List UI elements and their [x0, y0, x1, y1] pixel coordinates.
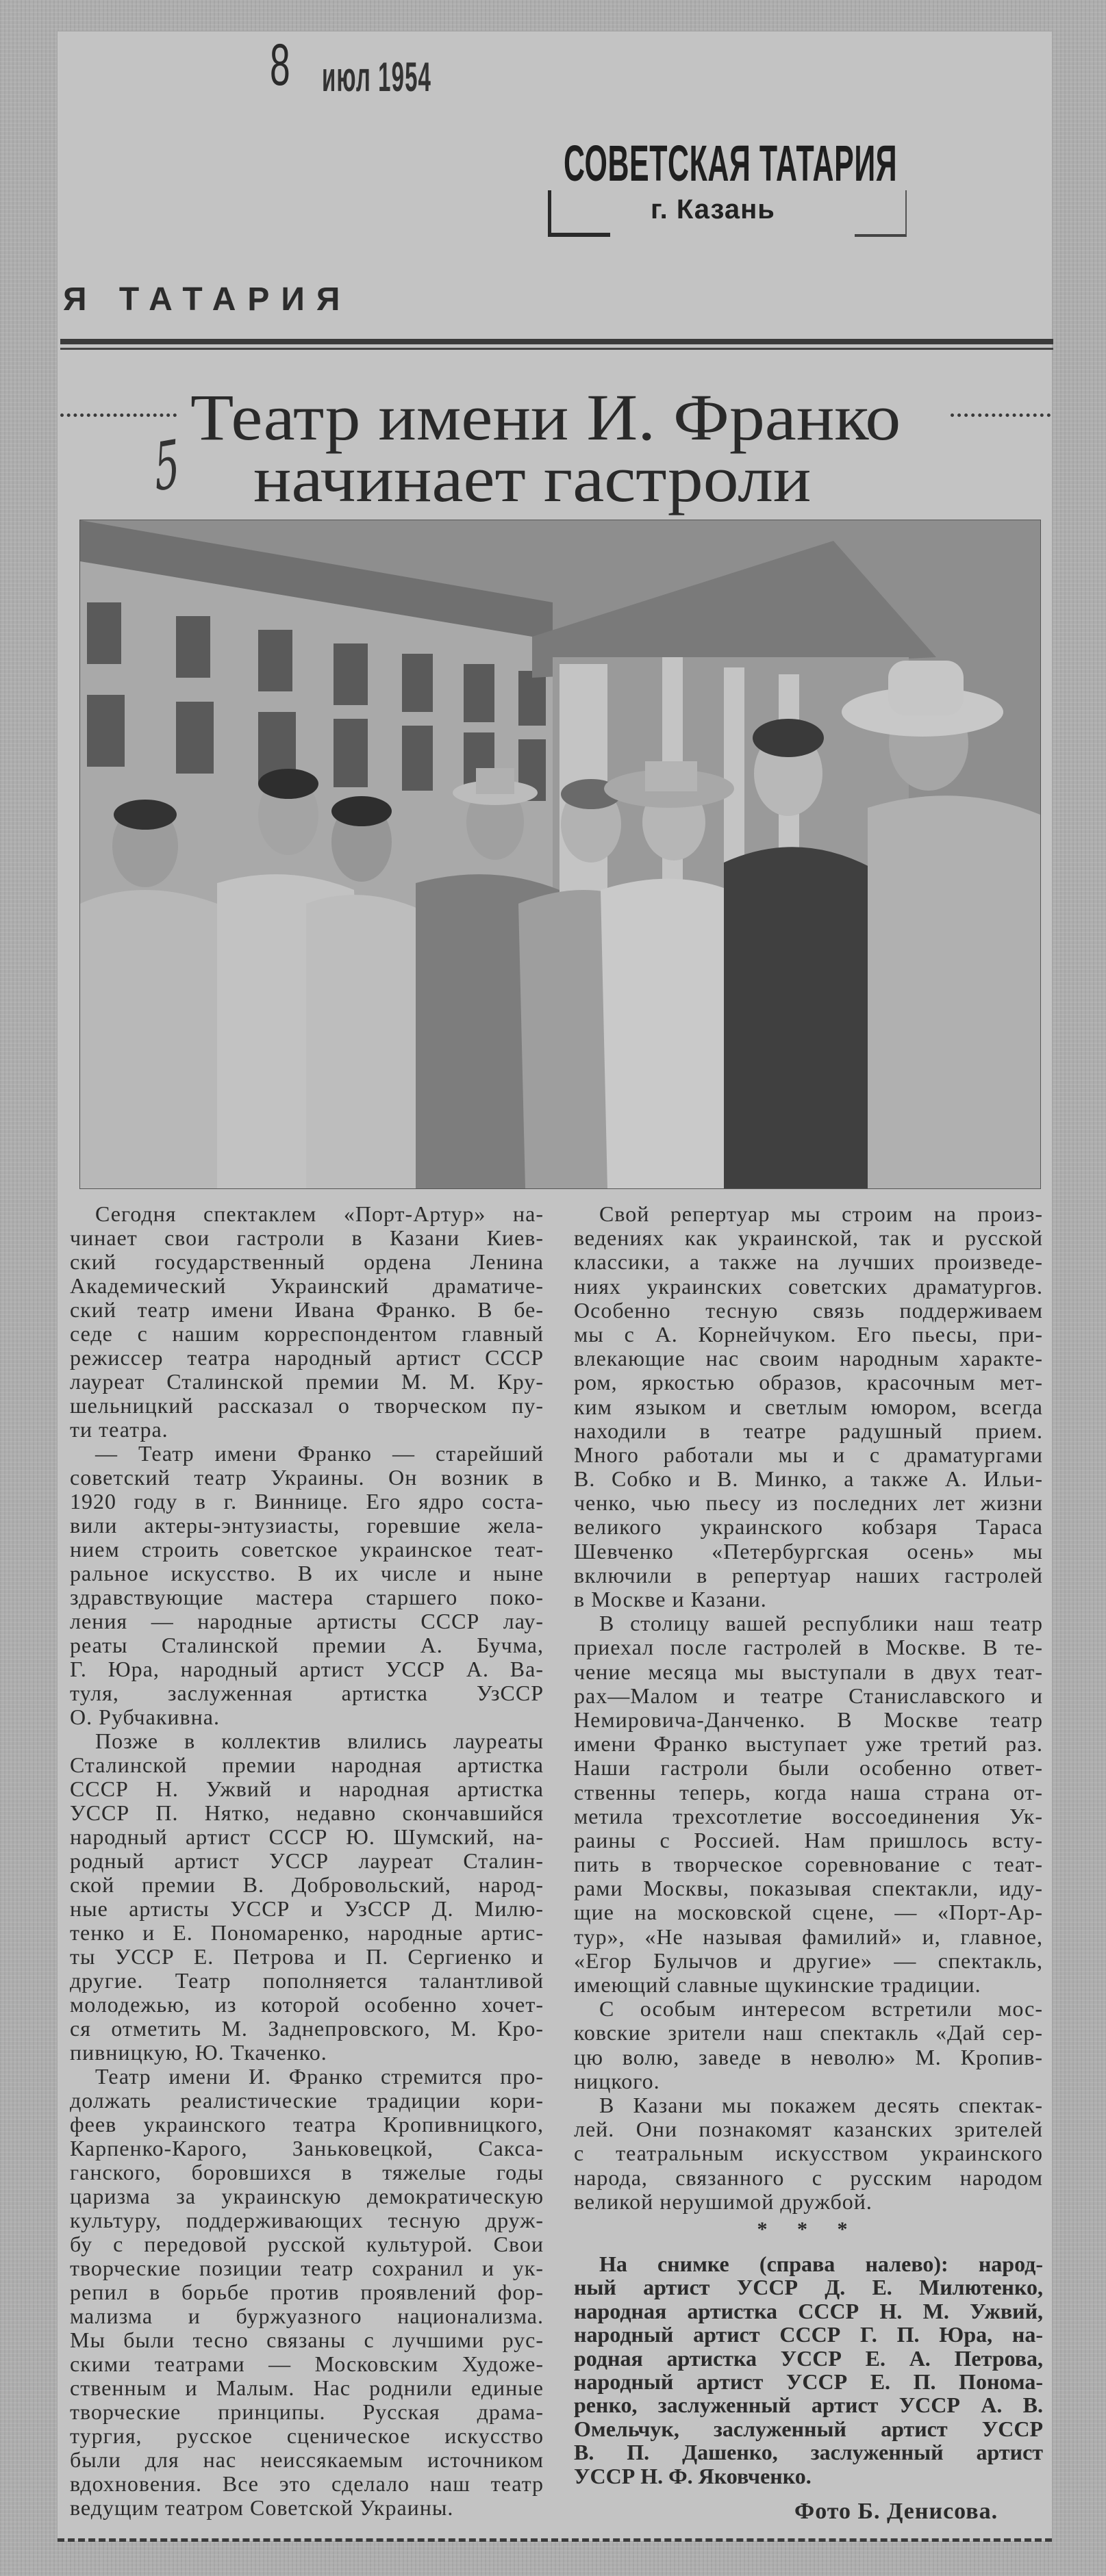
- text-line: Много работали мы и с драматургами: [574, 1442, 1043, 1467]
- date-stamp-month-year: июл 1954: [322, 54, 431, 100]
- text-line: чение месяца мы выступали в двух теат-: [574, 1659, 1043, 1684]
- text-line: шельницкий рассказал о творческом пу-: [70, 1393, 544, 1418]
- text-line: родная артистка УССР Е. А. Петрова,: [574, 2345, 1043, 2371]
- text-line: Свой репертуар мы строим на произ-: [599, 1201, 1043, 1226]
- text-line: народная артистка СССР Н. М. Ужвий,: [574, 2298, 1043, 2323]
- text-line: здравствующие мастера старшего поко-: [70, 1585, 544, 1609]
- text-line: рах—Малом и театре Станиславского и: [574, 1683, 1043, 1708]
- text-line: ченко, чью пьесу из последних лет жизни: [574, 1490, 1043, 1516]
- paragraph: [574, 1202, 1043, 1611]
- paragraph: [70, 1202, 544, 1442]
- text-line: чинает свои гастроли в Казани Киев-: [70, 1225, 544, 1250]
- text-line: ления — народные артисты СССР лау-: [70, 1609, 544, 1633]
- text-line: с театральным искусством украинского: [574, 2141, 1043, 2166]
- text-line: в Москве и Казани.: [574, 1587, 767, 1611]
- text-line: включили в репертуар наших гастролей: [574, 1562, 1043, 1587]
- headline-ornament-left: [60, 413, 177, 417]
- text-line: ты УССР Е. Петрова и П. Сергиенко и: [70, 1944, 544, 1969]
- text-line: народа, связанного с русским народом: [574, 2165, 1043, 2190]
- newspaper-city-stamp: г. Казань: [651, 194, 775, 225]
- text-line: ренко, заслуженный артист УССР А. В.: [574, 2393, 1043, 2418]
- headline-ornament-right: [951, 413, 1051, 417]
- text-line: другие. Театр пополняется талантливой: [70, 1968, 544, 1993]
- text-line: УССР П. Нятко, недавно скончавшийся: [70, 1800, 544, 1825]
- text-line: ский театр имени Ивана Франко. В бе-: [70, 1297, 544, 1322]
- text-line: ся отметить М. Заднепровского, М. Кро-: [70, 2016, 544, 2041]
- paragraph: [70, 1729, 544, 2065]
- text-line: классики, а также на лучших произведе-: [574, 1249, 1043, 1275]
- paragraph: [574, 1997, 1043, 2093]
- text-line: приехал после гастролей в Москве. В те-: [574, 1635, 1043, 1660]
- text-line: народный артист УССР Е. П. Понома-: [574, 2369, 1043, 2394]
- masthead-rule-thin: [60, 348, 1053, 350]
- text-line: 1920 году в г. Виннице. Его ядро соста-: [70, 1489, 544, 1514]
- text-line: были для нас неиссякаемым источником: [70, 2447, 544, 2472]
- text-line: «Егор Булычов и другие» — спектакль,: [574, 1948, 1043, 1973]
- text-line: УССР Н. Ф. Яковченко.: [574, 2463, 812, 2488]
- text-line: ти театра.: [70, 1417, 168, 1442]
- text-line: нием строить советское украинское теат-: [70, 1537, 544, 1561]
- text-line: СССР Н. Ужвий и народная артистка: [70, 1776, 544, 1801]
- text-line: царизма за украинскую демократическую: [70, 2184, 544, 2208]
- text-line: реаты Сталинской премии А. Бучма,: [70, 1633, 544, 1657]
- text-line: имеющий славные щукинские традиции.: [574, 1972, 981, 1997]
- text-line: Немировича-Данченко. В Москве театр: [574, 1707, 1043, 1732]
- text-line: На снимке (справа налево): народ-: [599, 2252, 1043, 2276]
- text-line: скими театрами — Московским Художе-: [70, 2351, 544, 2376]
- text-line: тенко и Е. Пономаренко, народные артис-: [70, 1920, 544, 1945]
- headline-line-1: Театр имени И. Франко: [190, 381, 901, 454]
- text-line: ведущим театром Советской Украины.: [70, 2495, 454, 2520]
- text-line: ведениях как украинской, так и русской: [574, 1225, 1043, 1251]
- text-line: ницкого.: [574, 2068, 660, 2093]
- text-line: В. П. Дашенко, заслуженный артист: [574, 2440, 1043, 2465]
- text-line: ром, яркостью образов, красочным мет-: [574, 1370, 1043, 1395]
- photo-caption: [574, 2252, 1043, 2488]
- text-line: В Казани мы покажем десять спектак-: [599, 2092, 1043, 2117]
- text-line: ким языком и светлым юмором, всегда: [574, 1394, 1043, 1419]
- text-line: рами Москвы, показывая спектакли, иду-: [574, 1876, 1043, 1901]
- text-line: пить в творческое соревнование с теат-: [574, 1852, 1043, 1877]
- text-line: ганского, боровшихся в тяжелые годы: [70, 2160, 544, 2184]
- text-line: культуру, поддерживающих тесную друж-: [70, 2208, 544, 2232]
- text-line: мы с А. Корнейчуком. Его пьесы, при-: [574, 1321, 1043, 1347]
- text-line: седе с нашим корреспондентом главный: [70, 1321, 544, 1346]
- text-line: Театр имени И. Франко стремится про-: [95, 2064, 544, 2089]
- text-line: народный артист СССР Ю. Шумский, на-: [70, 1824, 544, 1849]
- text-line: Омельчук, заслуженный артист УССР: [574, 2416, 1043, 2441]
- photo-credit: Фото Б. Денисова.: [794, 2499, 998, 2524]
- text-line: пивницкую, Ю. Ткаченко.: [70, 2040, 327, 2065]
- text-line: репил в борьбе против проявлений фор-: [70, 2280, 544, 2304]
- text-line: Мы были тесно связаны с лучшими рус-: [70, 2328, 544, 2352]
- text-line: феев украинского театра Кропивницкого,: [70, 2112, 544, 2137]
- paragraph: [574, 1611, 1043, 1997]
- handwritten-number: 5: [152, 425, 182, 507]
- text-line: ные артисты УССР и УзССР Д. Милю-: [70, 1896, 544, 1921]
- text-line: родный артист УССР лауреат Сталин-: [70, 1848, 544, 1873]
- text-line: вили актеры-энтузиасты, горевшие жела-: [70, 1513, 544, 1538]
- text-line: О. Рубчакивна.: [70, 1705, 220, 1729]
- text-line: бу с передовой русской культурой. Свои: [70, 2232, 544, 2256]
- text-line: народный артист СССР Г. П. Юра, на-: [574, 2322, 1043, 2347]
- paragraph: [70, 1442, 544, 1729]
- text-line: великого украинского кобзаря Тараса: [574, 1514, 1043, 1540]
- paragraph: [70, 2065, 544, 2520]
- text-line: В. Собко и В. Минко, а также А. Ильи-: [574, 1466, 1043, 1492]
- text-line: В столицу вашей республики наш театр: [599, 1611, 1043, 1636]
- text-line: ниях украинских советских драматургов.: [574, 1273, 1043, 1299]
- text-line: режиссер театра народный артист СССР: [70, 1345, 544, 1370]
- masthead-rule: [60, 339, 1053, 344]
- headline-line-2: начинает гастроли: [253, 442, 812, 515]
- text-line: цю волю, заведе в неволю» М. Кропив-: [574, 2044, 1043, 2069]
- clipping-bottom-edge: [58, 2538, 1052, 2542]
- text-line: находили в театре радушный прием.: [574, 1418, 1043, 1443]
- text-line: Особенно тесную связь поддерживаем: [574, 1297, 1043, 1323]
- article-left-column: [70, 1202, 544, 2520]
- text-line: щие на московской сцене, — «Порт-Ар-: [574, 1900, 1043, 1925]
- text-line: Сегодня спектаклем «Порт-Артур» на-: [95, 1201, 544, 1226]
- text-line: ской премии В. Добровольский, народ-: [70, 1872, 544, 1897]
- text-line: ральное искусство. В их числе и ныне: [70, 1561, 544, 1585]
- paragraph: [574, 2252, 1043, 2488]
- text-line: советский театр Украины. Он возник в: [70, 1465, 544, 1490]
- stamp-frame-right: [855, 190, 907, 237]
- text-line: Шевченко «Петербургская осень» мы: [574, 1538, 1043, 1564]
- text-line: молодежью, из которой особенно хочет-: [70, 1992, 544, 2017]
- text-line: туля, заслуженная артистка УзССР: [70, 1681, 544, 1705]
- text-line: С особым интересом встретили мос-: [599, 1996, 1043, 2022]
- text-line: влекающие нас своим народным характе-: [574, 1346, 1043, 1371]
- text-line: должать реалистические традиции кори-: [70, 2088, 544, 2113]
- text-line: великой нерушимой дружбой.: [574, 2189, 872, 2214]
- text-line: тургия, русское сценическое искусство: [70, 2423, 544, 2448]
- stamp-frame-left: [548, 190, 610, 237]
- section-separator: * * *: [757, 2218, 860, 2241]
- photo-illustration: [80, 520, 1040, 1188]
- text-line: метила трехсотлетие воссоединения Ук-: [574, 1803, 1043, 1828]
- text-line: ковские зрители наш спектакль «Дай сер-: [574, 2020, 1043, 2045]
- text-line: Наши гастроли были особенно ответ-: [574, 1755, 1043, 1781]
- text-line: мализма и буржуазного национализма.: [70, 2304, 544, 2328]
- text-line: Г. Юра, народный артист УССР А. Ва-: [70, 1657, 544, 1681]
- masthead-fragment: Я ТАТАРИЯ: [63, 281, 352, 318]
- date-stamp-day: 8: [270, 32, 290, 98]
- text-line: ский государственный ордена Ленина: [70, 1249, 544, 1274]
- text-line: ственным и Малым. Нас роднили единые: [70, 2375, 544, 2400]
- text-line: Карпенко-Карого, Заньковецкой, Сакса-: [70, 2136, 544, 2160]
- text-line: лей. Они познакомят казанских зрителей: [574, 2117, 1043, 2142]
- article-right-column: [574, 1202, 1043, 2214]
- text-line: ный артист УССР Д. Е. Милютенко,: [574, 2275, 1043, 2300]
- text-line: творческие позиции театр сохранил и ук-: [70, 2256, 544, 2280]
- text-line: — Театр имени Франко — старейший: [95, 1441, 544, 1466]
- text-line: имени Франко выступает уже третий раз.: [574, 1731, 1043, 1757]
- text-line: тур», «Не называя фамилий» и, главное,: [574, 1924, 1043, 1949]
- text-line: Академический Украинский драматиче-: [70, 1273, 544, 1298]
- group-photo: [79, 520, 1041, 1189]
- paragraph: [574, 2093, 1043, 2214]
- newspaper-name-stamp: СОВЕТСКАЯ ТАТАРИЯ: [564, 135, 898, 192]
- text-line: вдохновения. Все это сделало наш театр: [70, 2471, 544, 2496]
- text-line: Сталинской премии народная артистка: [70, 1752, 544, 1777]
- text-line: ственны теперь, когда наша страна от-: [574, 1779, 1043, 1805]
- text-line: раины с Россией. Нам пришлось всту-: [574, 1827, 1043, 1852]
- text-line: Позже в коллектив влились лауреаты: [95, 1729, 544, 1753]
- text-line: творческие принципы. Русская драма-: [70, 2399, 544, 2424]
- text-line: лауреат Сталинской премии М. М. Кру-: [70, 1369, 544, 1394]
